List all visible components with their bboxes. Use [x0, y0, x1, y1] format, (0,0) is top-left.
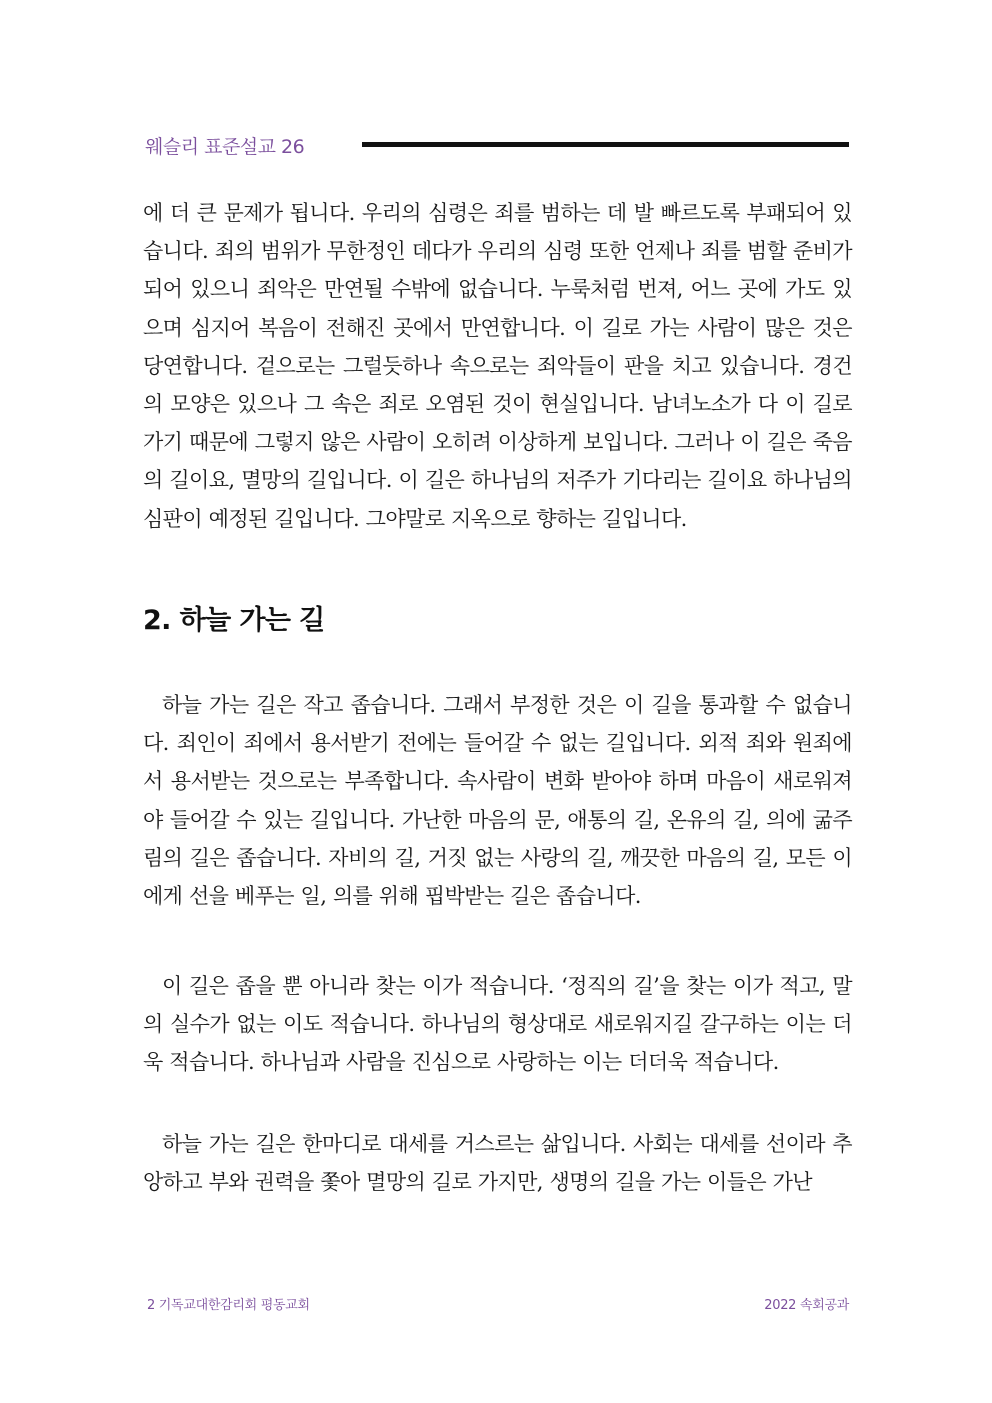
- body-paragraph-1: 에 더 큰 문제가 됩니다. 우리의 심령은 죄를 범하는 데 발 빠르도록 부패되어 있습니다. 죄의 범위가 무한정인 데다가 우리의 심령 또한 언제나 죄를 범할 준비가 되어 있으니 죄악은 만연될 수밖에 없습니다. 누룩처럼 번져, 어느 곳에 가도 있으며 심지어 복음이 전해진 곳에서 만연합니다. 이 길로 가는 사람이 많은 것은 당연합니다. 겉으로는 그럴듯하나 속으로는 죄악들이 판을 치고 있습니다. 경건의 모양은 있으나 그 속은 죄로 오염된 것이 현실입니다. 남녀노소가 다 이 길로 가기 때문에 그렇지 않은 사람이 오히려 이상하게 보입니다. 그러나 이 길은 죽음의 길이요, 멸망의 길입니다. 이 길은 하나님의 저주가 기다리는 길이요 하나님의 심판이 예정된 길입니다. 그야말로 지옥으로 향하는 길입니다.: [143, 201, 852, 531]
- footer-page-church: 2 기독교대한감리회 평동교회: [147, 1298, 310, 1313]
- body-paragraph-2: 하늘 가는 길은 작고 좁습니다. 그래서 부정한 것은 이 길을 통과할 수 없습니다. 죄인이 죄에서 용서받기 전에는 들어갈 수 없는 길입니다. 외적 죄와 원죄에서 용서받는 것으로는 부족합니다. 속사람이 변화 받아야 하며 마음이 새로워져야 들어갈 수 있는 길입니다. 가난한 마음의 문, 애통의 길, 온유의 길, 의에 굶주림의 길은 좁습니다. 자비의 길, 거짓 없는 사랑의 길, 깨끗한 마음의 길, 모든 이에게 선을 베푸는 일, 의를 위해 핍박받는 길은 좁습니다.: [143, 693, 852, 909]
- section-heading: 2. 하늘 가는 길: [143, 605, 325, 636]
- running-header-title: 웨슬리 표준설교 26: [145, 136, 305, 158]
- header-divider-line: [362, 142, 849, 147]
- body-paragraph-4: 하늘 가는 길은 한마디로 대세를 거스르는 삶입니다. 사회는 대세를 선이라 추앙하고 부와 권력을 쫓아 멸망의 길로 가지만, 생명의 길을 가는 이들은 가난: [143, 1132, 852, 1195]
- footer-publication: 2022 속회공과: [764, 1298, 849, 1313]
- body-paragraph-3: 이 길은 좁을 뿐 아니라 찾는 이가 적습니다. ‘정직의 길’을 찾는 이가 적고, 말의 실수가 없는 이도 적습니다. 하나님의 형상대로 새로워지길 갈구하는 이는 더욱 적습니다. 하나님과 사람을 진심으로 사랑하는 이는 더더욱 적습니다.: [143, 974, 852, 1075]
